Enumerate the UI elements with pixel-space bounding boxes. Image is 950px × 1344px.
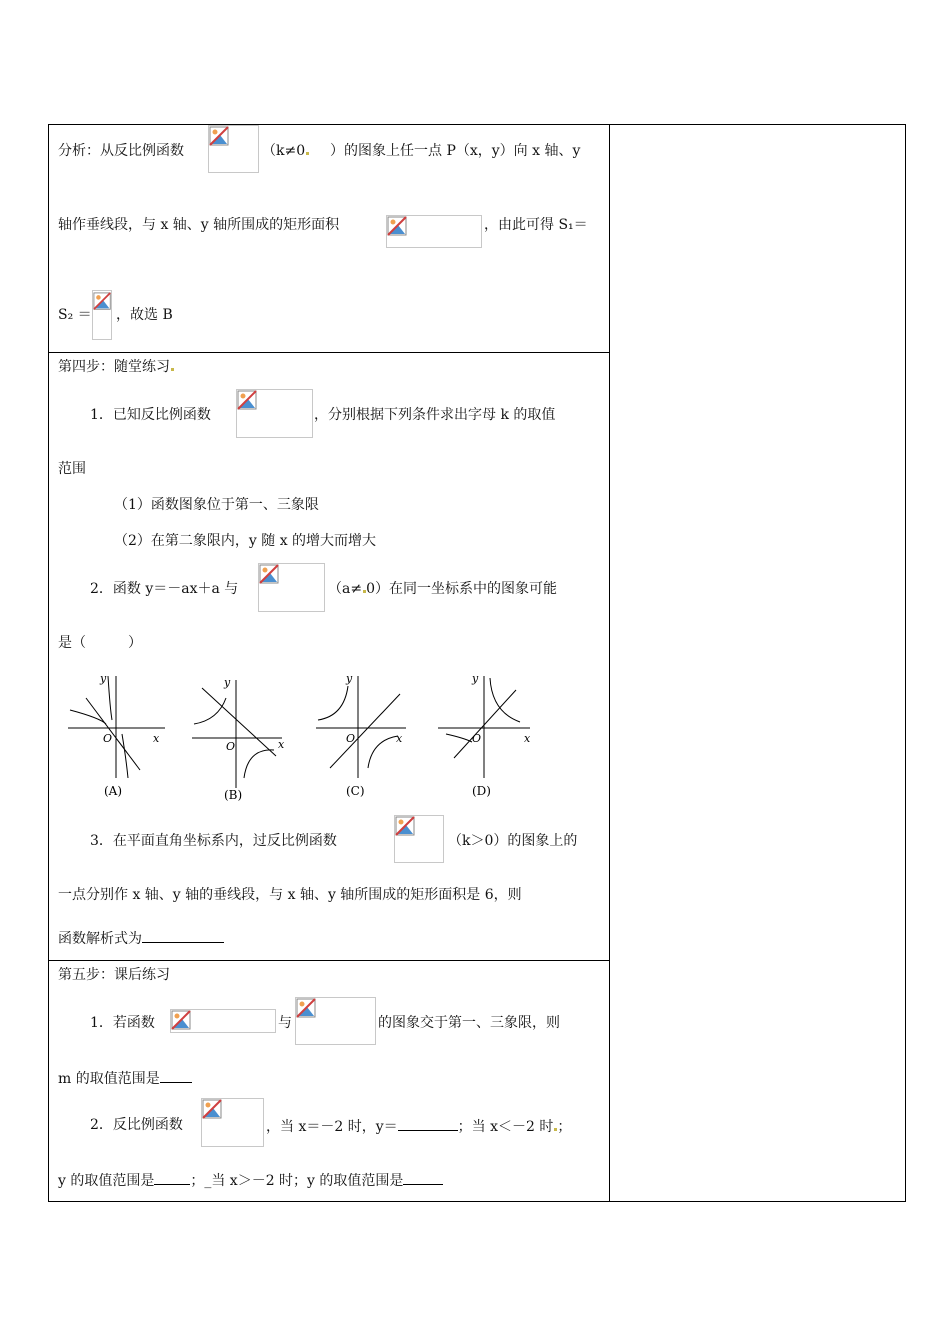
step5-q1b: 与 — [278, 1015, 292, 1031]
graph-b-y: y — [224, 676, 231, 689]
answer-blank — [154, 1170, 190, 1185]
broken-image-icon — [386, 215, 482, 248]
graph-c-o: O — [346, 732, 356, 745]
graph-b-o: O — [226, 740, 236, 753]
broken-image-icon — [201, 1098, 264, 1147]
row-divider-1 — [48, 352, 610, 353]
step5-q2a: 2．反比例函数 — [90, 1117, 183, 1133]
graph-a-y: y — [100, 672, 107, 685]
graph-c — [316, 672, 406, 798]
analysis-line-1a: 分析：从反比例函数 — [58, 143, 184, 159]
step5-q2e: y 的取值范围是 ；_当 x＞－2 时；y 的取值范围是 — [58, 1170, 443, 1190]
step4-q2d: 是（ ） — [58, 635, 142, 651]
graph-b-x: x — [278, 738, 285, 751]
step4-q1a: 1．已知反比例函数 — [90, 407, 211, 423]
broken-image-icon — [258, 563, 325, 612]
graph-a-o: O — [103, 732, 113, 745]
step4-q1-sub2: （2）在第二象限内，y 随 x 的增大而增大 — [114, 533, 377, 549]
row-divider-2 — [48, 960, 610, 961]
broken-image-icon — [295, 997, 376, 1045]
step4-q2b: （a≠ 0）在同一坐标系中的图象可能 — [328, 581, 557, 597]
step4-title: 第四步：随堂练习 — [58, 358, 174, 376]
answer-blank — [398, 1116, 458, 1131]
graph-b — [192, 676, 285, 802]
graph-b-caption: (B) — [224, 788, 243, 802]
graph-d-o: O — [472, 732, 482, 745]
step4-q1b: ，分别根据下列条件求出字母 k 的取值 — [314, 407, 556, 423]
step5-q2b: ，当 x＝－2 时，y＝ ；当 x＜－2 时 ； — [266, 1116, 571, 1136]
graph-d-caption: (D) — [472, 784, 491, 798]
broken-image-icon — [236, 389, 313, 438]
step4-q1c: 范围 — [58, 461, 86, 477]
graph-a-caption: (A) — [104, 784, 123, 798]
analysis-line-2b: ，由此可得 S₁＝ — [484, 217, 588, 233]
graph-d-y: y — [472, 672, 479, 685]
step4-q3c: 一点分别作 x 轴、y 轴的垂线段，与 x 轴、y 轴所围成的矩形面积是 6，则 — [58, 887, 522, 903]
analysis-line-1b: （k≠0 — [262, 142, 309, 160]
step4-q1-sub1: （1）函数图象位于第一、三象限 — [114, 497, 319, 513]
answer-blank — [403, 1170, 443, 1185]
answer-blank — [142, 928, 224, 943]
step5-q1d: m 的取值范围是 — [58, 1068, 192, 1088]
step4-q3d: 函数解析式为 — [58, 928, 224, 948]
step4-q2a: 2．函数 y＝－ax＋a 与 — [90, 581, 239, 597]
graph-c-x: x — [396, 732, 403, 745]
analysis-line-1c: ）的图象上任一点 P（x，y）向 x 轴、y — [330, 143, 581, 159]
analysis-line-2a: 轴作垂线段，与 x 轴、y 轴所围成的矩形面积 — [58, 217, 340, 233]
analysis-line-3b: ，故选 B — [116, 307, 173, 323]
step5-q1c: 的图象交于第一、三象限，则 — [378, 1015, 560, 1031]
step5-title: 第五步：课后练习 — [58, 967, 170, 983]
graph-c-y: y — [346, 672, 353, 685]
step4-q3a: 3．在平面直角坐标系内，过反比例函数 — [90, 833, 337, 849]
broken-image-icon — [170, 1009, 276, 1033]
broken-image-icon — [208, 125, 259, 173]
graph-c-caption: (C) — [346, 784, 365, 798]
step4-q3b: （k＞0）的图象上的 — [448, 833, 578, 849]
graph-d-x: x — [524, 732, 531, 745]
graph-d — [438, 672, 531, 798]
analysis-line-3a: S₂ ＝ — [58, 307, 92, 323]
column-divider — [609, 124, 610, 1202]
graph-options — [60, 668, 540, 808]
graph-a — [68, 672, 165, 798]
answer-blank — [160, 1068, 192, 1083]
broken-image-icon — [92, 290, 112, 340]
worksheet-table — [48, 124, 906, 1202]
graph-a-x: x — [153, 732, 160, 745]
step5-q1a: 1．若函数 — [90, 1015, 155, 1031]
broken-image-icon — [394, 815, 444, 863]
